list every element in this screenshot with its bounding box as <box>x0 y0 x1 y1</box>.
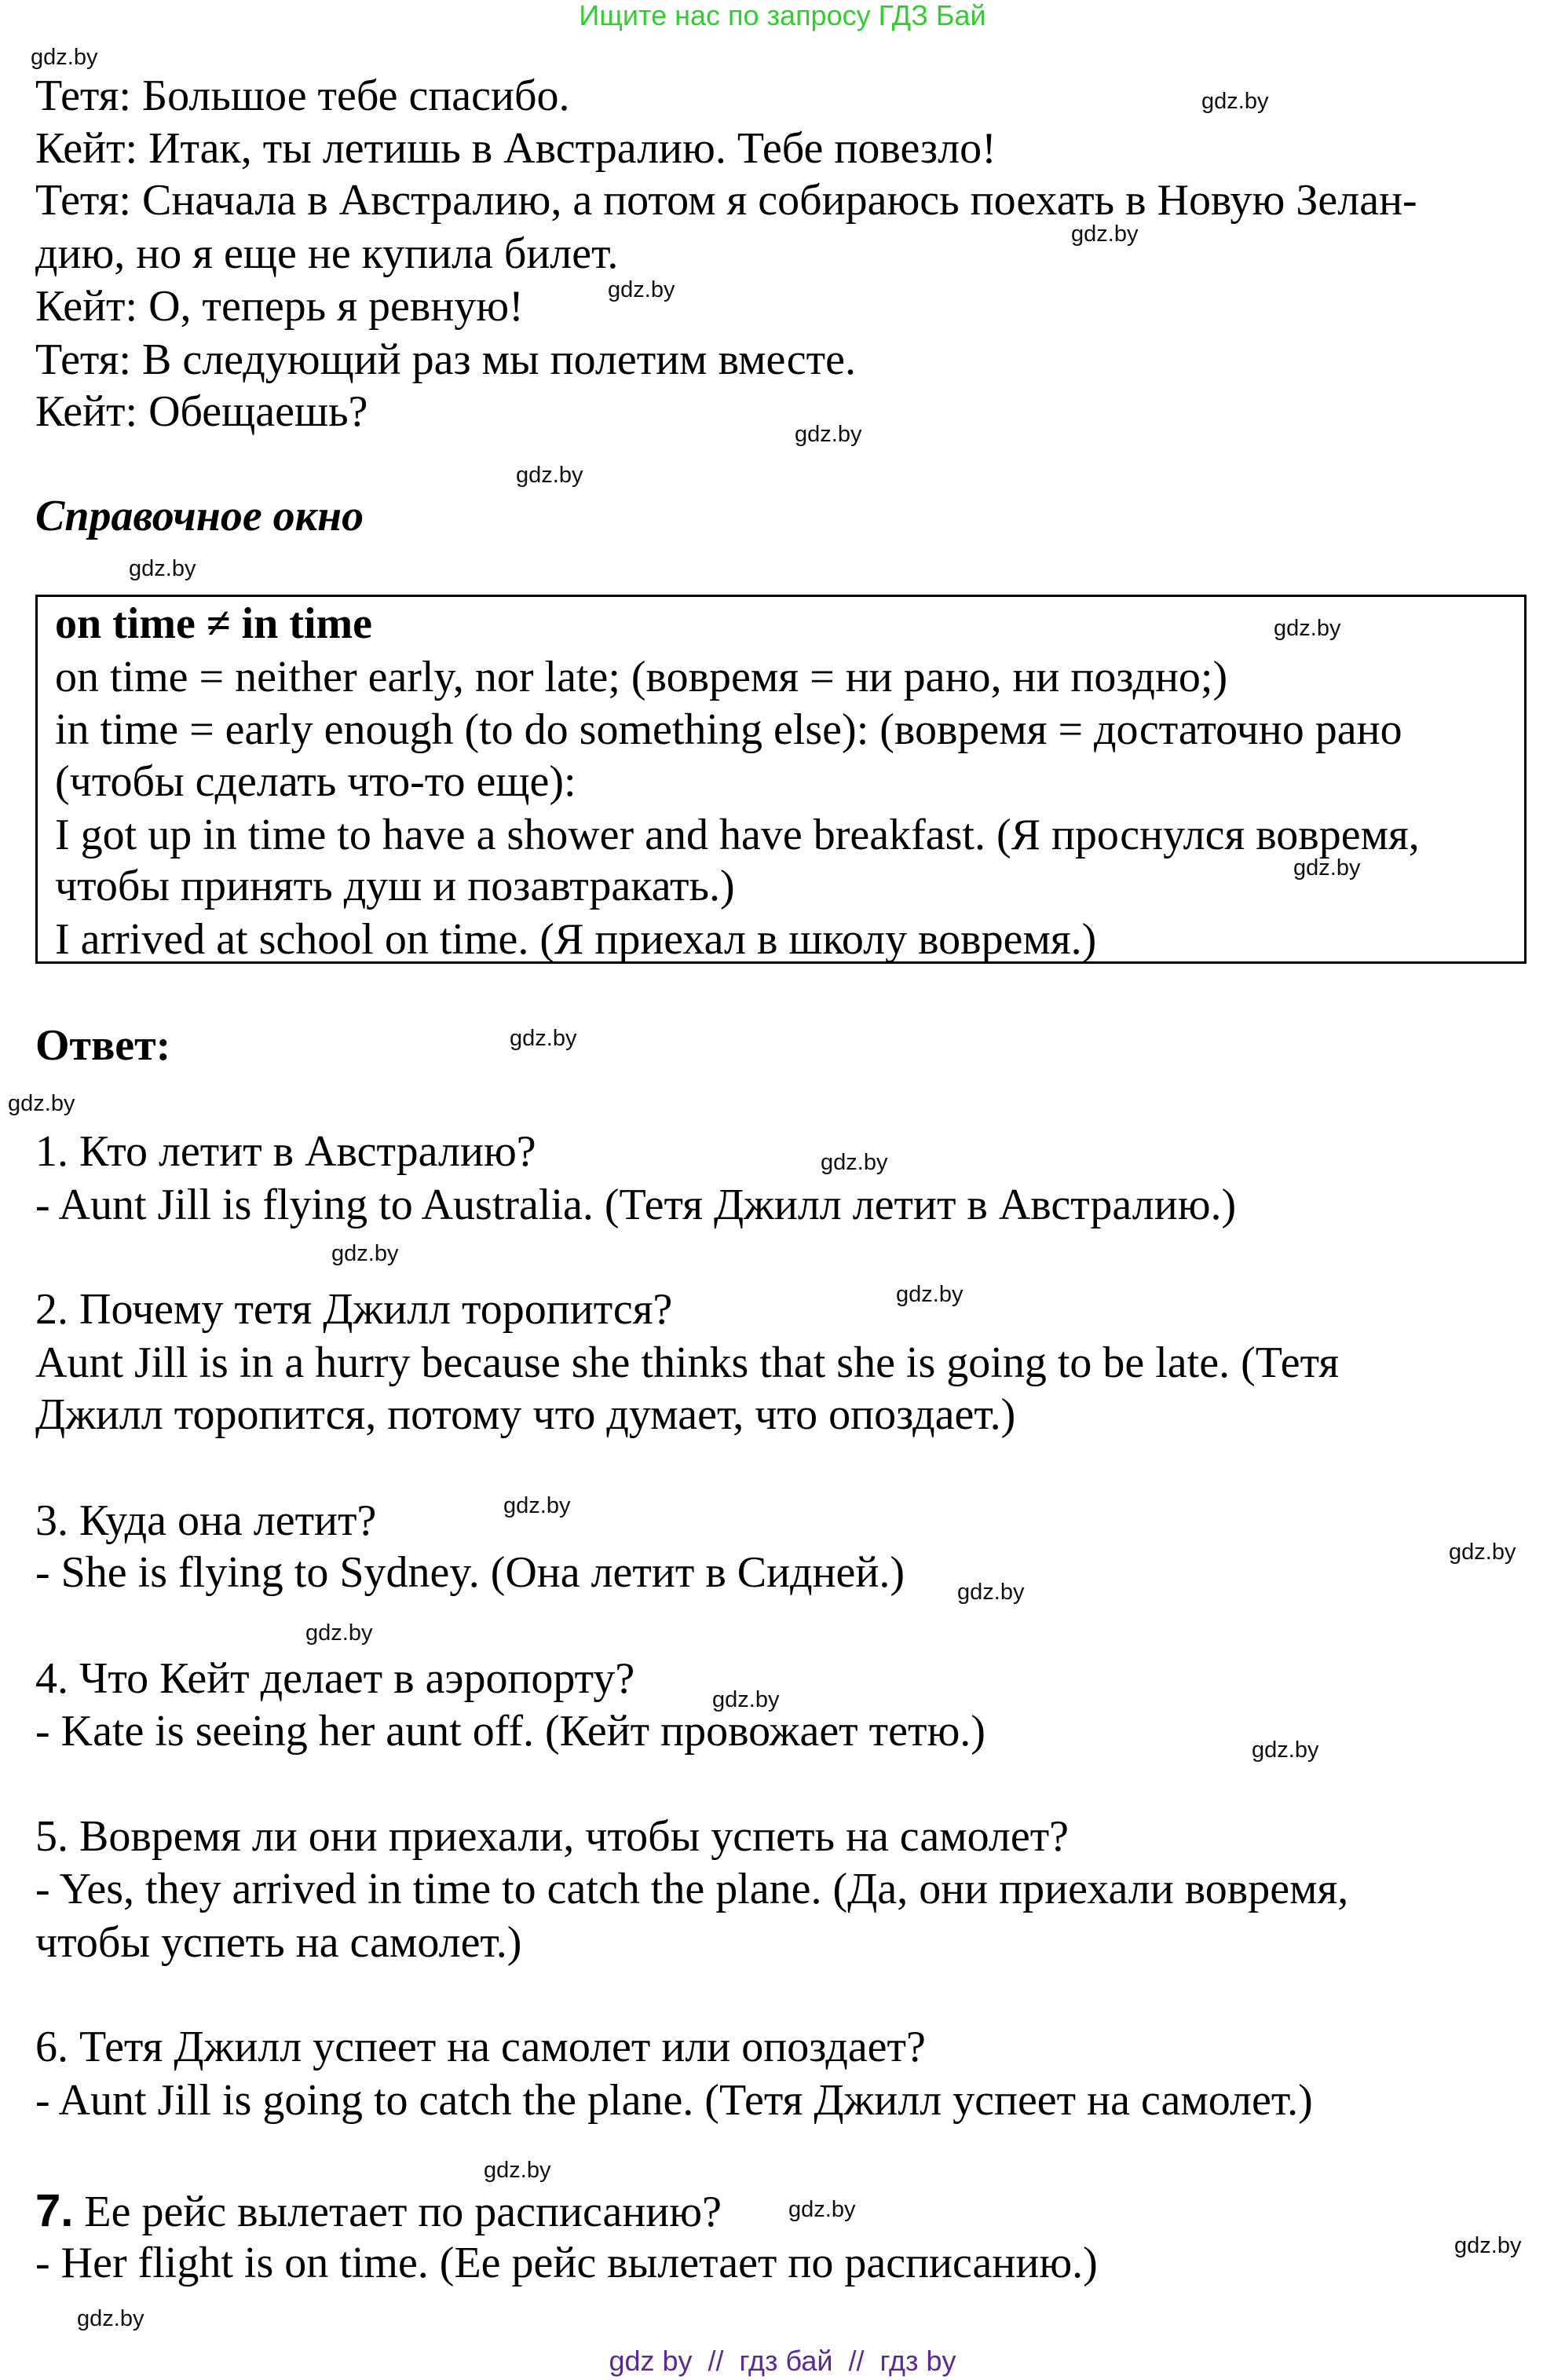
watermark: gdz.by <box>788 2197 856 2222</box>
answer-line: - She is flying to Sydney. (Она летит в Сидней.) <box>35 1548 905 1597</box>
watermark: gdz.by <box>712 1687 780 1712</box>
dialogue-line: Кейт: О, теперь я ревную! <box>35 282 524 331</box>
question-text: Ее рейс вылетает по расписанию? <box>84 2188 722 2236</box>
watermark: gdz.by <box>129 556 196 581</box>
answer-line: 2. Почему тетя Джилл торопится? <box>35 1285 673 1334</box>
reference-line: чтобы принять душ и позавтракать.) <box>55 862 735 910</box>
answer-line: 5. Вовремя ли они приехали, чтобы успеть на самолет? <box>35 1812 1070 1861</box>
watermark: gdz.by <box>821 1150 888 1175</box>
answer-question-7 <box>35 2184 722 2239</box>
watermark: gdz.by <box>31 45 98 70</box>
answer-line: - Yes, they arrived in time to catch the plane. (Да, они приехали вовремя, <box>35 1865 1349 1913</box>
answer-line: Aunt Jill is in a hurry because she thinks that she is going to be late. (Тетя <box>35 1338 1340 1387</box>
answer-title: Ответ: <box>35 1021 171 1070</box>
watermark: gdz.by <box>510 1026 577 1051</box>
answer-line: 1. Кто летит в Австралию? <box>35 1127 536 1176</box>
watermark: gdz.by <box>1201 89 1269 114</box>
watermark: gdz.by <box>305 1620 373 1646</box>
watermark: gdz.by <box>331 1241 399 1266</box>
dialogue-line: Кейт: Итак, ты летишь в Австралию. Тебе повезло! <box>35 124 996 173</box>
watermark: gdz.by <box>8 1091 75 1116</box>
watermark: gdz.by <box>795 422 862 447</box>
answer-line: 6. Тетя Джилл успеет на самолет или опоздает? <box>35 2023 926 2071</box>
reference-title: Справочное окно <box>35 492 364 540</box>
watermark: gdz.by <box>516 463 583 488</box>
watermark: gdz.by <box>896 1282 963 1307</box>
dialogue-line: дию, но я еще не купила билет. <box>35 229 619 278</box>
dialogue-line: Тетя: В следующий раз мы полетим вместе. <box>35 335 856 384</box>
watermark: gdz.by <box>957 1580 1025 1605</box>
dialogue-line: Кейт: Обещаешь? <box>35 387 368 436</box>
watermark: gdz.by <box>1449 1540 1516 1565</box>
answer-line: - Kate is seeing her aunt off. (Кейт провожает тетю.) <box>35 1707 985 1756</box>
reference-line: in time = early enough (to do something else): (вовремя = достаточно рано <box>55 705 1402 754</box>
dialogue-line: Тетя: Сначала в Австралию, а потом я собираюсь поехать в Новую Зелан- <box>35 176 1417 225</box>
reference-line: I got up in time to have a shower and have breakfast. (Я проснулся вовремя, <box>55 811 1420 859</box>
reference-line: (чтобы сделать что-то еще): <box>55 757 576 806</box>
reference-heading: on time ≠ in time <box>55 599 373 648</box>
watermark: gdz.by <box>77 2306 144 2331</box>
answer-line: - Aunt Jill is flying to Australia. (Тетя Джилл летит в Австралию.) <box>35 1181 1237 1229</box>
watermark: gdz.by <box>1274 616 1341 641</box>
watermark: gdz.by <box>608 277 675 302</box>
footer-links[interactable]: gdz by // гдз бай // гдз by <box>609 2345 956 2377</box>
dialogue-line: Тетя: Большое тебе спасибо. <box>35 71 570 120</box>
reference-line: I arrived at school on time. (Я приехал в школу вовремя.) <box>55 915 1097 964</box>
answer-line: 4. Что Кейт делает в аэропорту? <box>35 1654 635 1703</box>
watermark: gdz.by <box>1454 2233 1522 2258</box>
answer-line: чтобы успеть на самолет.) <box>35 1918 522 1967</box>
question-number: 7. <box>35 2185 74 2236</box>
watermark: gdz.by <box>1252 1737 1319 1763</box>
watermark: gdz.by <box>484 2158 551 2183</box>
header-banner[interactable]: Ищите нас по запросу ГДЗ Бай <box>579 0 986 31</box>
reference-line: on time = neither early, nor late; (вовремя = ни рано, ни поздно;) <box>55 653 1228 701</box>
watermark: gdz.by <box>1293 855 1361 881</box>
watermark: gdz.by <box>503 1493 571 1518</box>
watermark: gdz.by <box>1071 222 1139 247</box>
answer-line: 3. Куда она летит? <box>35 1496 377 1545</box>
answer-line: Джилл торопится, потому что думает, что опоздает.) <box>35 1390 1016 1439</box>
answer-line: - Her flight is on time. (Ее рейс вылетает по расписанию.) <box>35 2239 1098 2287</box>
answer-line: - Aunt Jill is going to catch the plane. (Тетя Джилл успеет на самолет.) <box>35 2076 1313 2125</box>
